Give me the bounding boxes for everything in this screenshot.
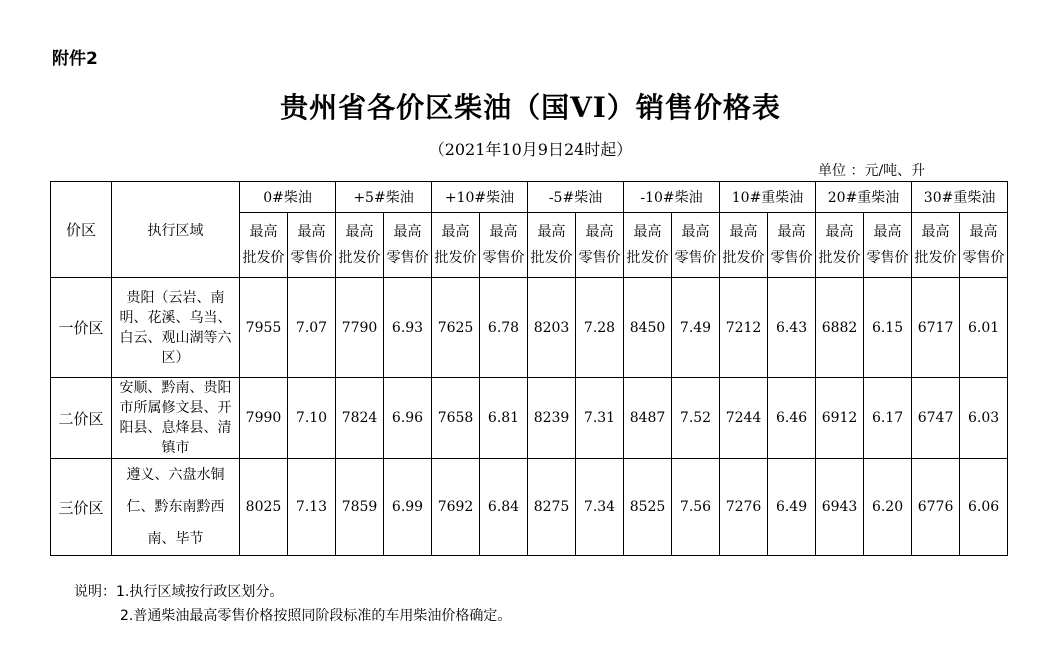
header-retail-label: 零售价 [290, 250, 333, 266]
retail-price-cell: 6.01 [960, 278, 1008, 378]
retail-price-cell: 6.78 [480, 278, 528, 378]
header-retail-label: 零售价 [386, 250, 429, 266]
wholesale-price-cell: 6882 [816, 278, 864, 378]
product-header: +10#柴油 [432, 182, 528, 213]
wholesale-price-cell: 7692 [432, 459, 480, 556]
unit-label: 单位 ：元/吨、升 [818, 163, 926, 179]
region-cell: 安顺、黔南、贵阳市所属修文县、开阳县、息烽县、清镇市 [112, 378, 240, 459]
header-max-label: 最高 [393, 224, 422, 240]
wholesale-price-cell: 7244 [720, 378, 768, 459]
header-max-label: 最高 [873, 224, 902, 240]
retail-price-cell: 6.15 [864, 278, 912, 378]
product-header: -10#柴油 [624, 182, 720, 213]
retail-price-cell: 6.99 [384, 459, 432, 556]
table-row [51, 278, 1008, 378]
header-tier: 价区 [51, 182, 112, 278]
wholesale-price-cell: 7790 [336, 278, 384, 378]
header-max-label: 最高 [825, 224, 854, 240]
retail-price-cell: 6.46 [768, 378, 816, 459]
wholesale-price-cell: 6943 [816, 459, 864, 556]
header-wholesale-label: 批发价 [722, 250, 765, 266]
retail-price-cell: 7.28 [576, 278, 624, 378]
header-max-label: 最高 [297, 224, 326, 240]
header-wholesale-label: 批发价 [338, 250, 381, 266]
header-retail-label: 零售价 [962, 250, 1005, 266]
wholesale-price-cell: 7212 [720, 278, 768, 378]
header-wholesale-label: 批发价 [434, 250, 477, 266]
wholesale-price-cell: 6747 [912, 378, 960, 459]
product-header: 30#重柴油 [912, 182, 1008, 213]
header-max-label: 最高 [729, 224, 758, 240]
header-max-wholesale [336, 213, 384, 278]
header-max-wholesale [720, 213, 768, 278]
retail-price-cell: 6.06 [960, 459, 1008, 556]
retail-price-cell: 6.17 [864, 378, 912, 459]
header-retail-label: 零售价 [674, 250, 717, 266]
header-max-retail [672, 213, 720, 278]
header-max-retail [768, 213, 816, 278]
header-max-label: 最高 [585, 224, 614, 240]
header-max-wholesale [624, 213, 672, 278]
region-cell: 遵义、六盘水铜仁、黔东南黔西南、毕节 [112, 459, 240, 556]
header-max-wholesale [816, 213, 864, 278]
price-table [50, 181, 1008, 556]
header-max-retail [576, 213, 624, 278]
tier-cell: 二价区 [51, 378, 112, 459]
header-max-retail [384, 213, 432, 278]
retail-price-cell: 6.93 [384, 278, 432, 378]
retail-price-cell: 6.20 [864, 459, 912, 556]
retail-price-cell: 7.34 [576, 459, 624, 556]
tier-cell: 三价区 [51, 459, 112, 556]
header-retail-label: 零售价 [482, 250, 525, 266]
header-row-products [51, 182, 1008, 213]
retail-price-cell: 7.10 [288, 378, 336, 459]
wholesale-price-cell: 8239 [528, 378, 576, 459]
header-max-label: 最高 [537, 224, 566, 240]
header-max-label: 最高 [969, 224, 998, 240]
header-max-label: 最高 [633, 224, 662, 240]
header-wholesale-label: 批发价 [914, 250, 957, 266]
header-max-label: 最高 [777, 224, 806, 240]
table-row [51, 459, 1008, 556]
wholesale-price-cell: 8275 [528, 459, 576, 556]
region-cell: 贵阳（云岩、南明、花溪、乌当、白云、观山湖等六区） [112, 278, 240, 378]
retail-price-cell: 7.07 [288, 278, 336, 378]
retail-price-cell: 6.49 [768, 459, 816, 556]
retail-price-cell: 6.84 [480, 459, 528, 556]
header-max-wholesale [528, 213, 576, 278]
header-wholesale-label: 批发价 [530, 250, 573, 266]
wholesale-price-cell: 8450 [624, 278, 672, 378]
header-max-label: 最高 [921, 224, 950, 240]
retail-price-cell: 7.56 [672, 459, 720, 556]
wholesale-price-cell: 8203 [528, 278, 576, 378]
wholesale-price-cell: 8025 [240, 459, 288, 556]
header-region: 执行区域 [112, 182, 240, 278]
effective-date: （2021年10月9日24时起） [428, 140, 633, 159]
wholesale-price-cell: 8487 [624, 378, 672, 459]
wholesale-price-cell: 6912 [816, 378, 864, 459]
wholesale-price-cell: 7658 [432, 378, 480, 459]
wholesale-price-cell: 7859 [336, 459, 384, 556]
wholesale-price-cell: 7990 [240, 378, 288, 459]
retail-price-cell: 7.52 [672, 378, 720, 459]
wholesale-price-cell: 7955 [240, 278, 288, 378]
table-row [51, 378, 1008, 459]
retail-price-cell: 7.49 [672, 278, 720, 378]
page-title: 贵州省各价区柴油（国VI）销售价格表 [280, 91, 781, 124]
wholesale-price-cell: 7824 [336, 378, 384, 459]
header-retail-label: 零售价 [770, 250, 813, 266]
header-max-label: 最高 [345, 224, 374, 240]
product-header: 10#重柴油 [720, 182, 816, 213]
header-max-retail [480, 213, 528, 278]
header-max-label: 最高 [441, 224, 470, 240]
product-header: -5#柴油 [528, 182, 624, 213]
retail-price-cell: 6.81 [480, 378, 528, 459]
wholesale-price-cell: 6776 [912, 459, 960, 556]
tier-cell: 一价区 [51, 278, 112, 378]
header-wholesale-label: 批发价 [242, 250, 285, 266]
header-retail-label: 零售价 [578, 250, 621, 266]
attachment-label: 附件2 [52, 49, 98, 69]
note-line-1: 说明：1.执行区域按行政区划分。 [74, 584, 284, 600]
retail-price-cell: 6.96 [384, 378, 432, 459]
product-header: 0#柴油 [240, 182, 336, 213]
notes [74, 580, 511, 628]
header-max-label: 最高 [681, 224, 710, 240]
note-line-2: 2.普通柴油最高零售价格按照同阶段标准的车用柴油价格确定。 [120, 608, 512, 624]
header-max-wholesale [912, 213, 960, 278]
header-max-wholesale [432, 213, 480, 278]
retail-price-cell: 6.43 [768, 278, 816, 378]
header-wholesale-label: 批发价 [818, 250, 861, 266]
wholesale-price-cell: 7276 [720, 459, 768, 556]
header-wholesale-label: 批发价 [626, 250, 669, 266]
header-max-retail [288, 213, 336, 278]
header-max-wholesale [240, 213, 288, 278]
product-header: +5#柴油 [336, 182, 432, 213]
wholesale-price-cell: 6717 [912, 278, 960, 378]
wholesale-price-cell: 8525 [624, 459, 672, 556]
header-retail-label: 零售价 [866, 250, 909, 266]
retail-price-cell: 7.13 [288, 459, 336, 556]
wholesale-price-cell: 7625 [432, 278, 480, 378]
retail-price-cell: 7.31 [576, 378, 624, 459]
header-max-retail [960, 213, 1008, 278]
header-max-retail [864, 213, 912, 278]
product-header: 20#重柴油 [816, 182, 912, 213]
header-max-label: 最高 [249, 224, 278, 240]
retail-price-cell: 6.03 [960, 378, 1008, 459]
header-max-label: 最高 [489, 224, 518, 240]
